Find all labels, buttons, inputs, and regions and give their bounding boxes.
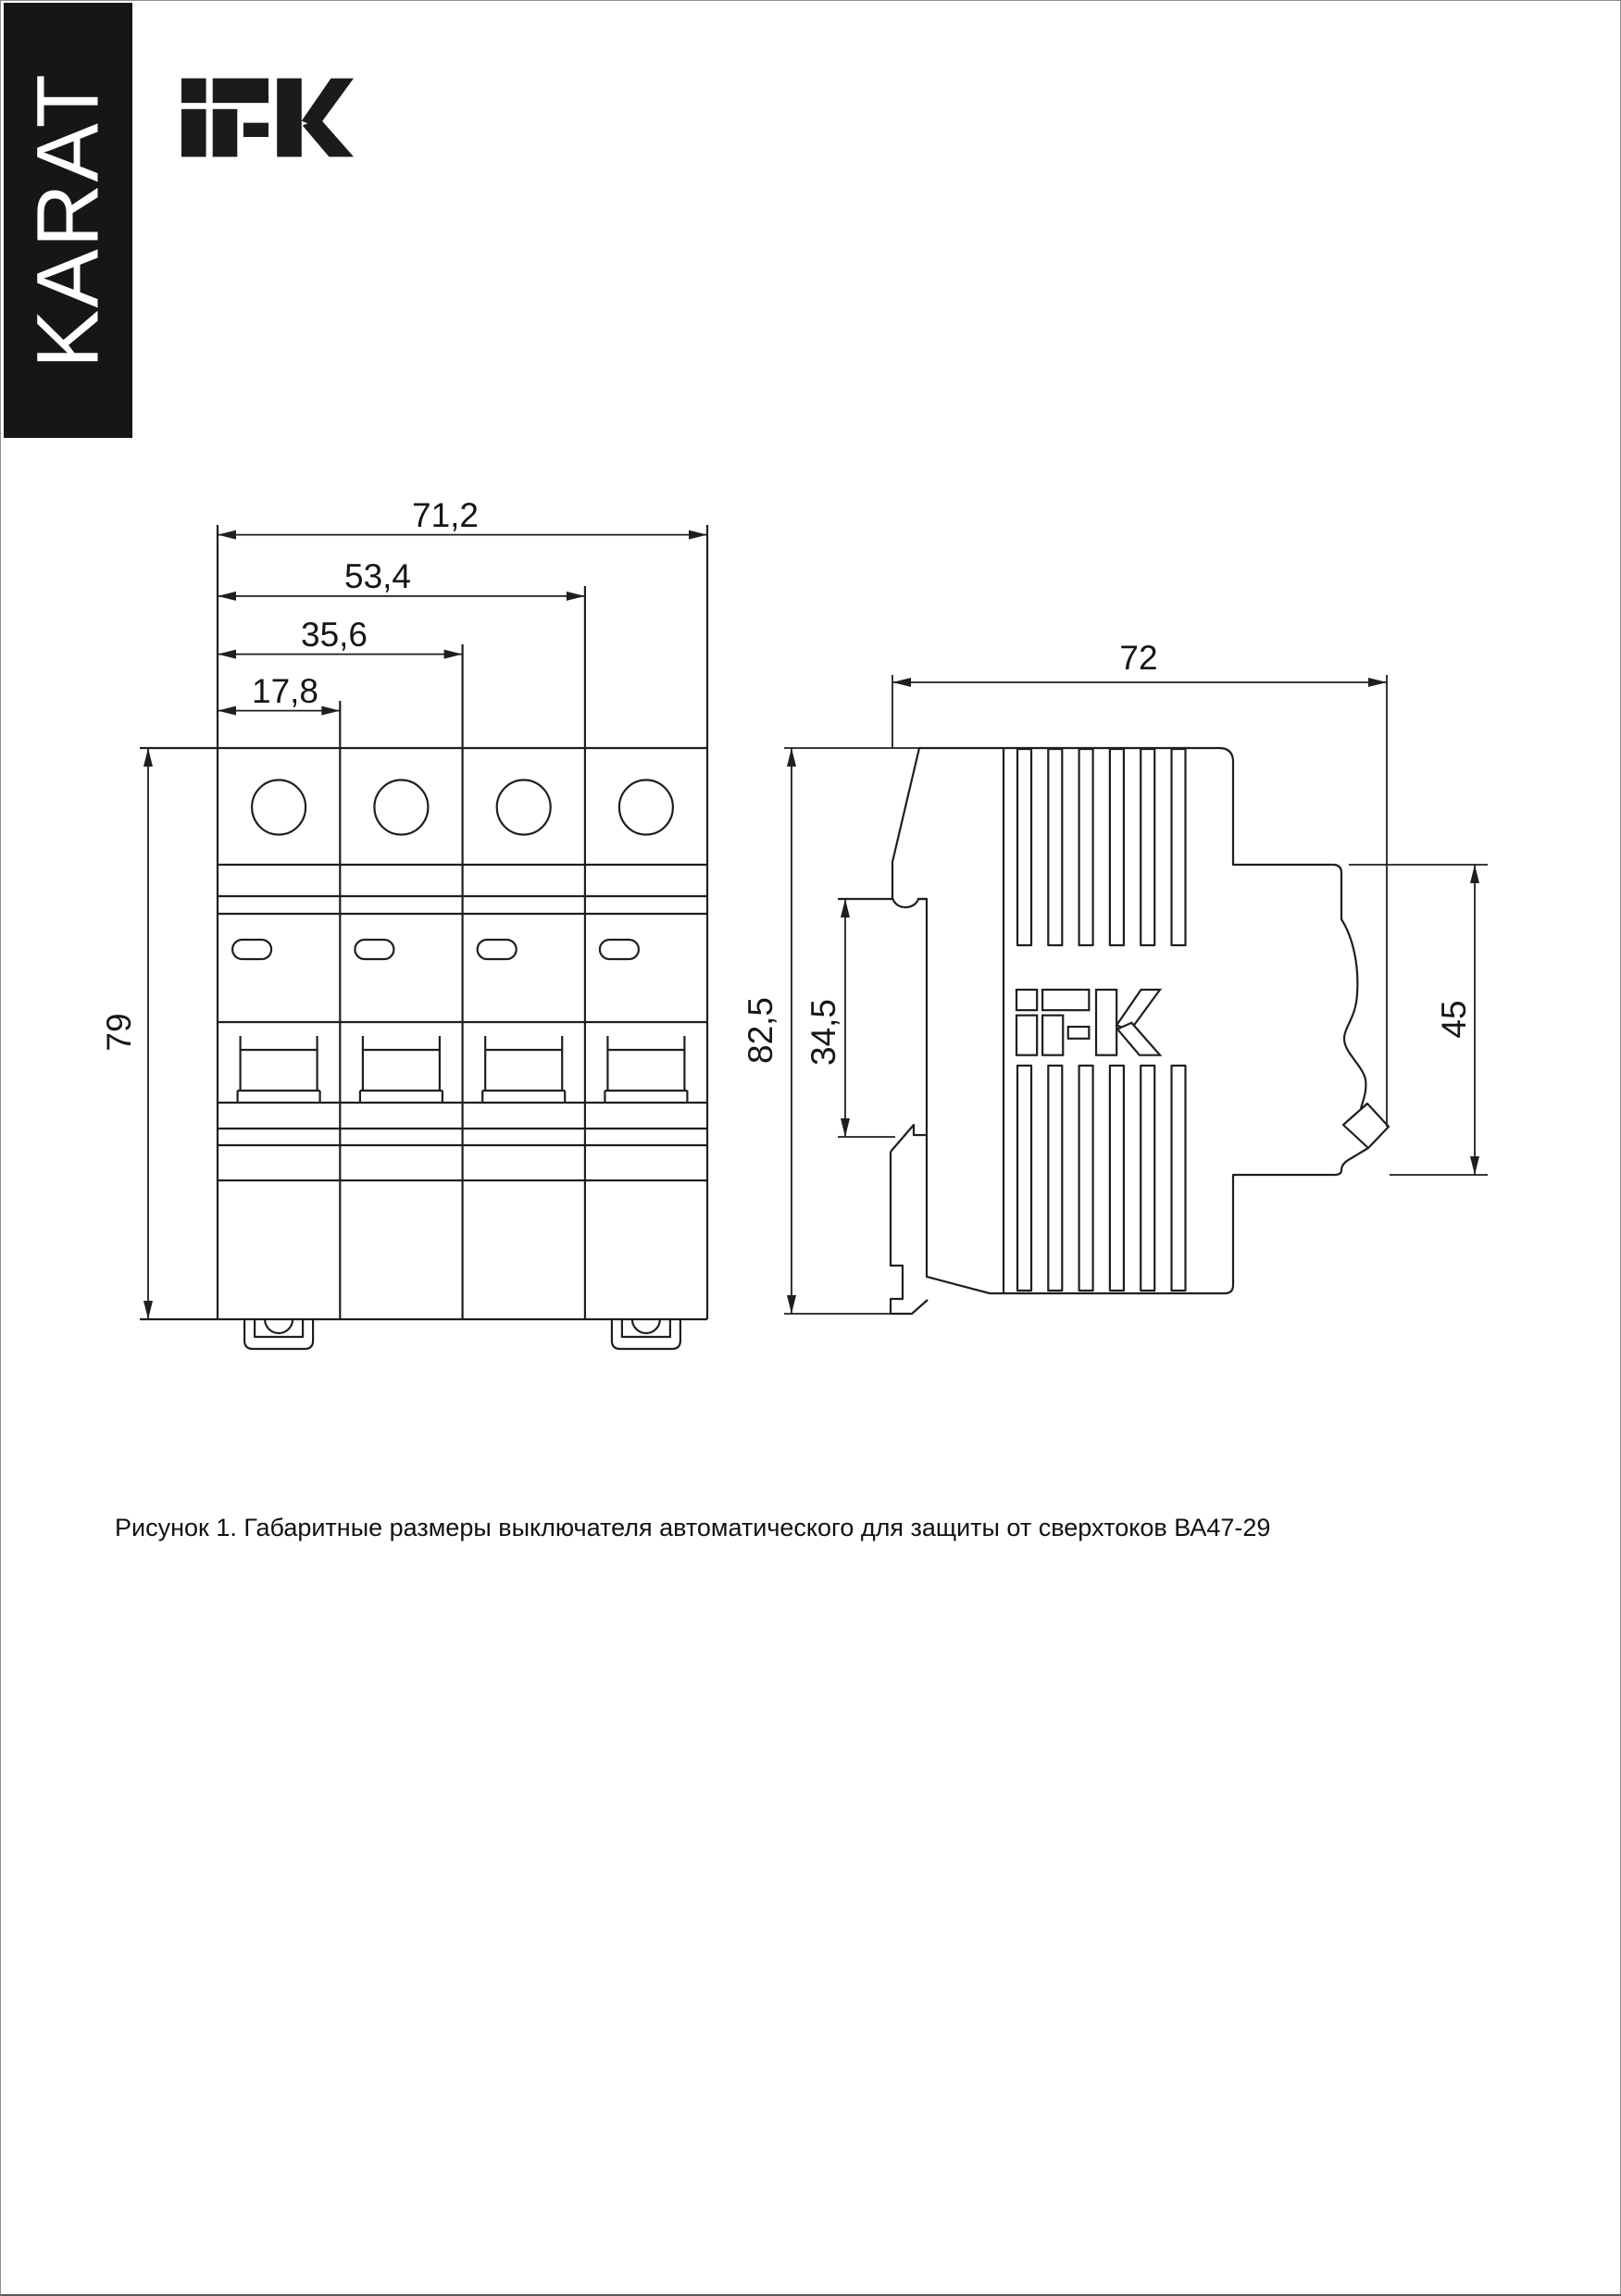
toggle-handle [238, 1036, 320, 1103]
side-view-drawing [784, 675, 1488, 1314]
dim-label-depth: 72 [1119, 639, 1158, 677]
iek-logo-outline [1016, 990, 1160, 1055]
toggle-handle [360, 1036, 443, 1103]
terminal-screw-top [619, 780, 673, 835]
dim-label-one-pole: 17,8 [251, 672, 319, 710]
marking-window [232, 940, 271, 959]
dim-label-din-slot: 34,5 [804, 998, 842, 1067]
toggle-lever-tip [1343, 1104, 1368, 1148]
toggle-handle [605, 1036, 687, 1103]
vent-ribs-bottom [1017, 1066, 1186, 1291]
drawing-canvas [1, 1, 1621, 2296]
dim-label-total-width: 71,2 [411, 496, 480, 534]
din-spring-clip [891, 1125, 928, 1314]
front-view-drawing [140, 525, 707, 1349]
dim-label-two-poles: 35,6 [300, 616, 368, 654]
dim-label-three-poles: 53,4 [343, 557, 412, 595]
dim-label-front-height: 79 [100, 1013, 138, 1052]
toggle-handle [482, 1036, 565, 1103]
karat-brand-text: KARAT [19, 72, 117, 368]
din-clip [612, 1319, 680, 1349]
dim-label-front-block: 45 [1435, 1000, 1473, 1039]
marking-window [478, 940, 517, 959]
figure-caption: Рисунок 1. Габаритные размеры выключателя автоматического для защиты от сверхтоков ВА47-29 [115, 1514, 1271, 1541]
marking-window [355, 940, 393, 959]
front-dimensions [143, 530, 707, 1319]
vent-ribs-top [1017, 749, 1186, 945]
terminal-screw-top [252, 780, 305, 835]
terminal-screw-top [374, 780, 428, 835]
marking-window [600, 940, 639, 959]
din-clip [244, 1319, 313, 1349]
terminal-screw-top [497, 780, 551, 835]
dim-label-total-height: 82,5 [742, 996, 779, 1065]
